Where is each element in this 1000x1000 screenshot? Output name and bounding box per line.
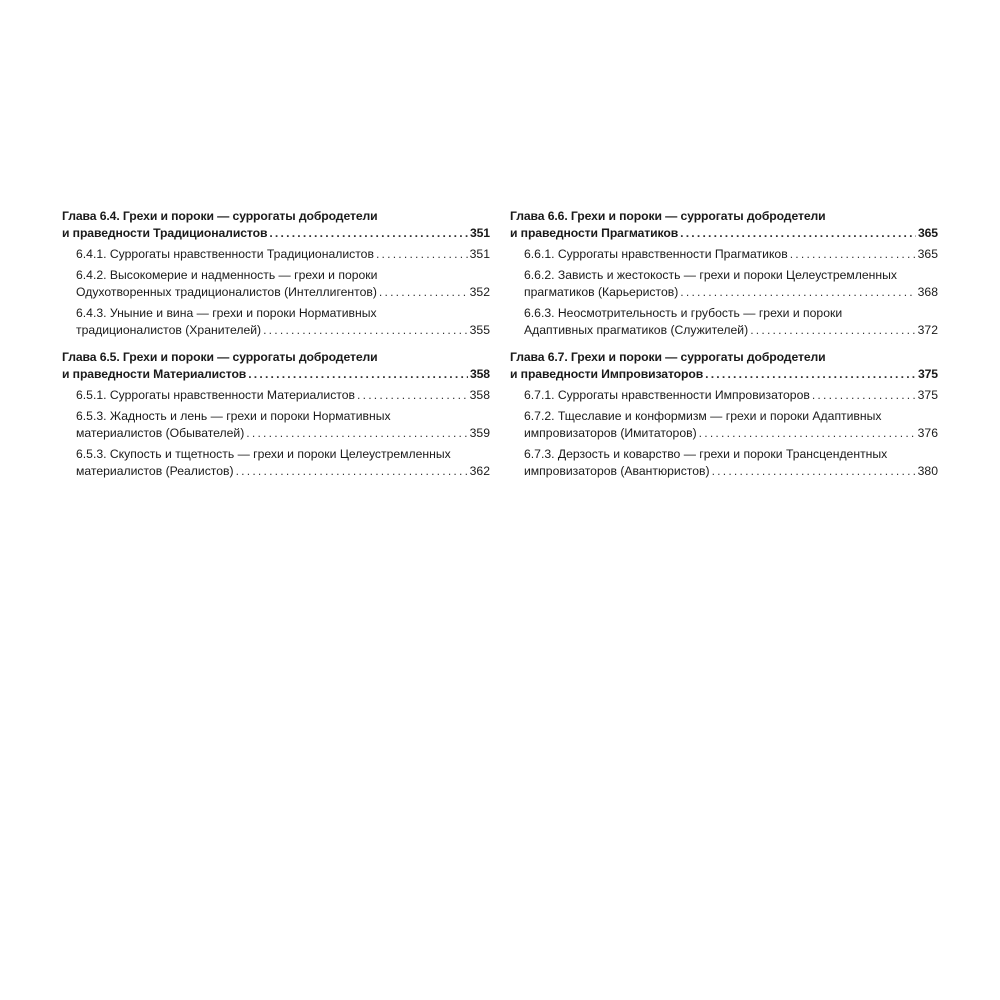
dot-leader xyxy=(355,387,468,404)
section-title-line: 6.5.3. Скупость и тщетность — грехи и пороки Целеустремленных xyxy=(76,447,451,461)
section-title-line: импровизаторов (Имитаторов) xyxy=(524,426,697,440)
toc-chapter xyxy=(510,349,938,480)
section-entry[interactable] xyxy=(62,267,490,301)
section-title-line: 6.7.2. Тщеславие и конформизм — грехи и пороки Адаптивных xyxy=(524,409,882,423)
dot-leader xyxy=(703,366,916,383)
page-number: 368 xyxy=(917,285,938,299)
chapter-title-line: Глава 6.5. Грехи и пороки — суррогаты добродетели xyxy=(62,350,378,364)
section-entry[interactable] xyxy=(510,305,938,339)
dot-leader xyxy=(810,387,916,404)
toc-column-left xyxy=(62,208,490,490)
dot-leader xyxy=(377,284,468,301)
page-number: 362 xyxy=(469,464,490,478)
toc-chapter xyxy=(62,349,490,480)
table-of-contents xyxy=(62,208,938,490)
toc-chapter xyxy=(62,208,490,339)
dot-leader xyxy=(697,425,916,442)
section-title-line: 6.6.1. Суррогаты нравственности Прагматиков xyxy=(524,247,788,261)
section-title-line: 6.5.1. Суррогаты нравственности Материалистов xyxy=(76,388,356,402)
chapter-title-line: и праведности Прагматиков xyxy=(510,226,679,240)
section-entry[interactable] xyxy=(62,246,490,263)
page-number: 359 xyxy=(469,426,490,440)
section-title-line: традиционалистов (Хранителей) xyxy=(76,323,262,337)
dot-leader xyxy=(234,463,468,480)
dot-leader xyxy=(678,284,915,301)
section-entry[interactable] xyxy=(62,408,490,442)
section-title-line: 6.7.3. Дерзость и коварство — грехи и пороки Трансцендентных xyxy=(524,447,888,461)
page-number: 351 xyxy=(469,247,490,261)
page-number: 355 xyxy=(469,323,490,337)
chapter-title-line: Глава 6.4. Грехи и пороки — суррогаты добродетели xyxy=(62,209,378,223)
section-entry[interactable] xyxy=(510,246,938,263)
section-entry[interactable] xyxy=(510,267,938,301)
toc-column-right xyxy=(510,208,938,490)
section-title-line: 6.4.1. Суррогаты нравственности Традиционалистов xyxy=(76,247,374,261)
page-number: 352 xyxy=(469,285,490,299)
dot-leader xyxy=(267,225,468,242)
dot-leader xyxy=(246,366,468,383)
section-title-line: 6.5.3. Жадность и лень — грехи и пороки Нормативных xyxy=(76,409,391,423)
page-number: 351 xyxy=(469,226,490,240)
chapter-title-line: и праведности Традиционалистов xyxy=(62,226,268,240)
section-title-line: материалистов (Обывателей) xyxy=(76,426,245,440)
page-number: 358 xyxy=(469,367,490,381)
section-title-line: 6.4.3. Уныние и вина — грехи и пороки Нормативных xyxy=(76,306,377,320)
section-title-line: Адаптивных прагматиков (Служителей) xyxy=(524,323,749,337)
section-entry[interactable] xyxy=(62,305,490,339)
section-entry[interactable] xyxy=(510,387,938,404)
toc-chapter xyxy=(510,208,938,339)
dot-leader xyxy=(748,322,915,339)
page-number: 376 xyxy=(917,426,938,440)
page-number: 358 xyxy=(469,388,490,402)
section-entry[interactable] xyxy=(510,408,938,442)
chapter-title-line: Глава 6.7. Грехи и пороки — суррогаты добродетели xyxy=(510,350,826,364)
section-title-line: 6.6.2. Зависть и жестокость — грехи и пороки Целеустремленных xyxy=(524,268,897,282)
dot-leader xyxy=(374,246,468,263)
chapter-title-line: и праведности Импровизаторов xyxy=(510,367,704,381)
section-title-line: 6.4.2. Высокомерие и надменность — грехи и пороки xyxy=(76,268,378,282)
page-number: 380 xyxy=(917,464,938,478)
page-number: 365 xyxy=(917,226,938,240)
chapter-heading[interactable] xyxy=(62,349,490,383)
page-number: 375 xyxy=(917,367,938,381)
dot-leader xyxy=(244,425,467,442)
section-title-line: 6.7.1. Суррогаты нравственности Импровизаторов xyxy=(524,388,810,402)
section-title-line: прагматиков (Карьеристов) xyxy=(524,285,679,299)
section-title-line: Одухотворенных традиционалистов (Интеллигентов) xyxy=(76,285,377,299)
page-number: 365 xyxy=(917,247,938,261)
section-entry[interactable] xyxy=(62,387,490,404)
dot-leader xyxy=(710,463,916,480)
dot-leader xyxy=(788,246,916,263)
chapter-title-line: и праведности Материалистов xyxy=(62,367,247,381)
page-number: 375 xyxy=(917,388,938,402)
chapter-heading[interactable] xyxy=(62,208,490,242)
section-title-line: материалистов (Реалистов) xyxy=(76,464,234,478)
chapter-title-line: Глава 6.6. Грехи и пороки — суррогаты добродетели xyxy=(510,209,826,223)
page-number: 372 xyxy=(917,323,938,337)
dot-leader xyxy=(261,322,468,339)
section-title-line: импровизаторов (Авантюристов) xyxy=(524,464,710,478)
section-entry[interactable] xyxy=(62,446,490,480)
section-title-line: 6.6.3. Неосмотрительность и грубость — грехи и пороки xyxy=(524,306,843,320)
section-entry[interactable] xyxy=(510,446,938,480)
chapter-heading[interactable] xyxy=(510,349,938,383)
chapter-heading[interactable] xyxy=(510,208,938,242)
dot-leader xyxy=(678,225,916,242)
